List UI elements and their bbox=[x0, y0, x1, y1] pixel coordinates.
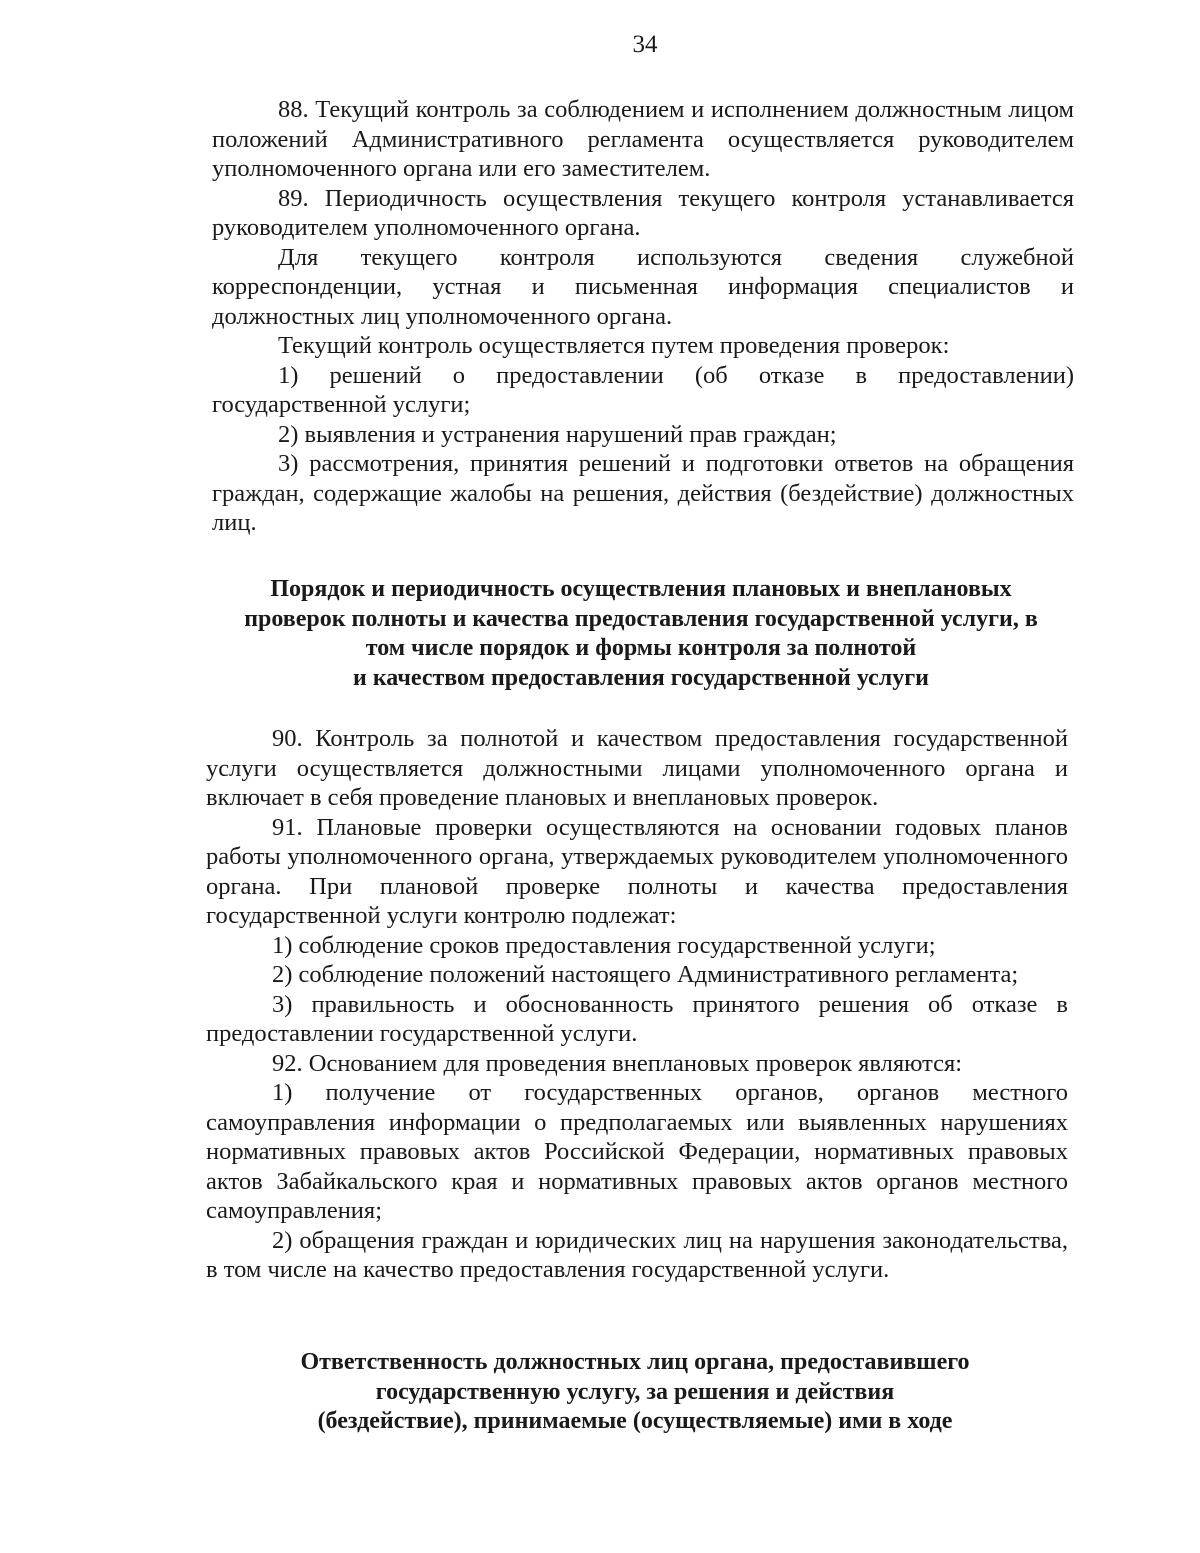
paragraph-checks-intro: Текущий контроль осуществляется путем проведения проверок: bbox=[278, 332, 950, 359]
paragraph-88: 88. Текущий контроль за соблюдением и исполнением должностным лицом положений Административного регламента осуществляется руководителем уполномоченного органа или его заместителем. bbox=[212, 96, 1074, 182]
heading-line: и качеством предоставления государственной услуги bbox=[353, 664, 929, 691]
heading-line: проверок полноты и качества предоставления государственной услуги, в bbox=[244, 605, 1038, 632]
heading-line: Порядок и периодичность осуществления плановых и внеплановых bbox=[270, 576, 1012, 602]
list-item-1: 1) соблюдение сроков предоставления государственной услуги; bbox=[272, 931, 936, 959]
list-item-2: 2) соблюдение положений настоящего Административного регламента; bbox=[272, 961, 1019, 988]
heading-line: (бездействие), принимаемые (осуществляемые) ими в ходе bbox=[317, 1408, 953, 1434]
page-number: 34 bbox=[632, 31, 658, 58]
paragraph-92: 92. Основанием для проведения внеплановых проверок являются: bbox=[272, 1049, 963, 1077]
text-block-inspections bbox=[206, 724, 1068, 1285]
list-item-2: 2) обращения граждан и юридических лиц на нарушения законодательства, в том числе на качество предоставления государственной услуги. bbox=[206, 1226, 1068, 1283]
section-heading-inspections bbox=[205, 575, 1077, 693]
list-item-2: 2) выявления и устранения нарушений прав граждан; bbox=[278, 420, 837, 448]
paragraph-89: 89. Периодичность осуществления текущего контроля устанавливается руководителем уполномоченного органа. bbox=[212, 184, 1074, 241]
paragraph-90: 90. Контроль за полнотой и качеством предоставления государственной услуги осуществляется должностными лицами уполномоченного органа и включает в себя проведение плановых и внеплановых проверок. bbox=[206, 725, 1068, 811]
paragraph-91: 91. Плановые проверки осуществляются на основании годовых планов работы уполномоченного органа, утверждаемых руководителем уполномоченного органа. При плановой проверке полноты и качества предоставления государственной услуги контролю подлежат: bbox=[206, 813, 1068, 929]
list-item-3: 3) правильность и обоснованность принятого решения об отказе в предоставлении государственной услуги. bbox=[206, 990, 1068, 1047]
list-item-1: 1) решений о предоставлении (об отказе в предоставлении) государственной услуги; bbox=[212, 361, 1074, 418]
paragraph-control-sources: Для текущего контроля используются сведения служебной корреспонденции, устная и письменная информация специалистов и должностных лиц уполномоченного органа. bbox=[212, 243, 1074, 330]
section-heading-responsibility bbox=[270, 1348, 1000, 1437]
list-item-3: 3) рассмотрения, принятия решений и подготовки ответов на обращения граждан, содержащие жалобы на решения, действия (бездействие) должностных лиц. bbox=[212, 450, 1074, 536]
heading-line: государственную услугу, за решения и действия bbox=[375, 1378, 895, 1405]
heading-line: том числе порядок и формы контроля за полнотой bbox=[365, 635, 917, 661]
heading-line: Ответственность должностных лиц органа, предоставившего bbox=[300, 1349, 970, 1375]
text-block-current-control bbox=[212, 95, 1074, 538]
list-item-1: 1) получение от государственных органов, органов местного самоуправления информации о предполагаемых или выявленных нарушениях нормативных правовых актов Российской Федерации, нормативных правовых актов Забайкальского края и нормативных правовых актов органов местного самоуправления; bbox=[206, 1079, 1068, 1224]
